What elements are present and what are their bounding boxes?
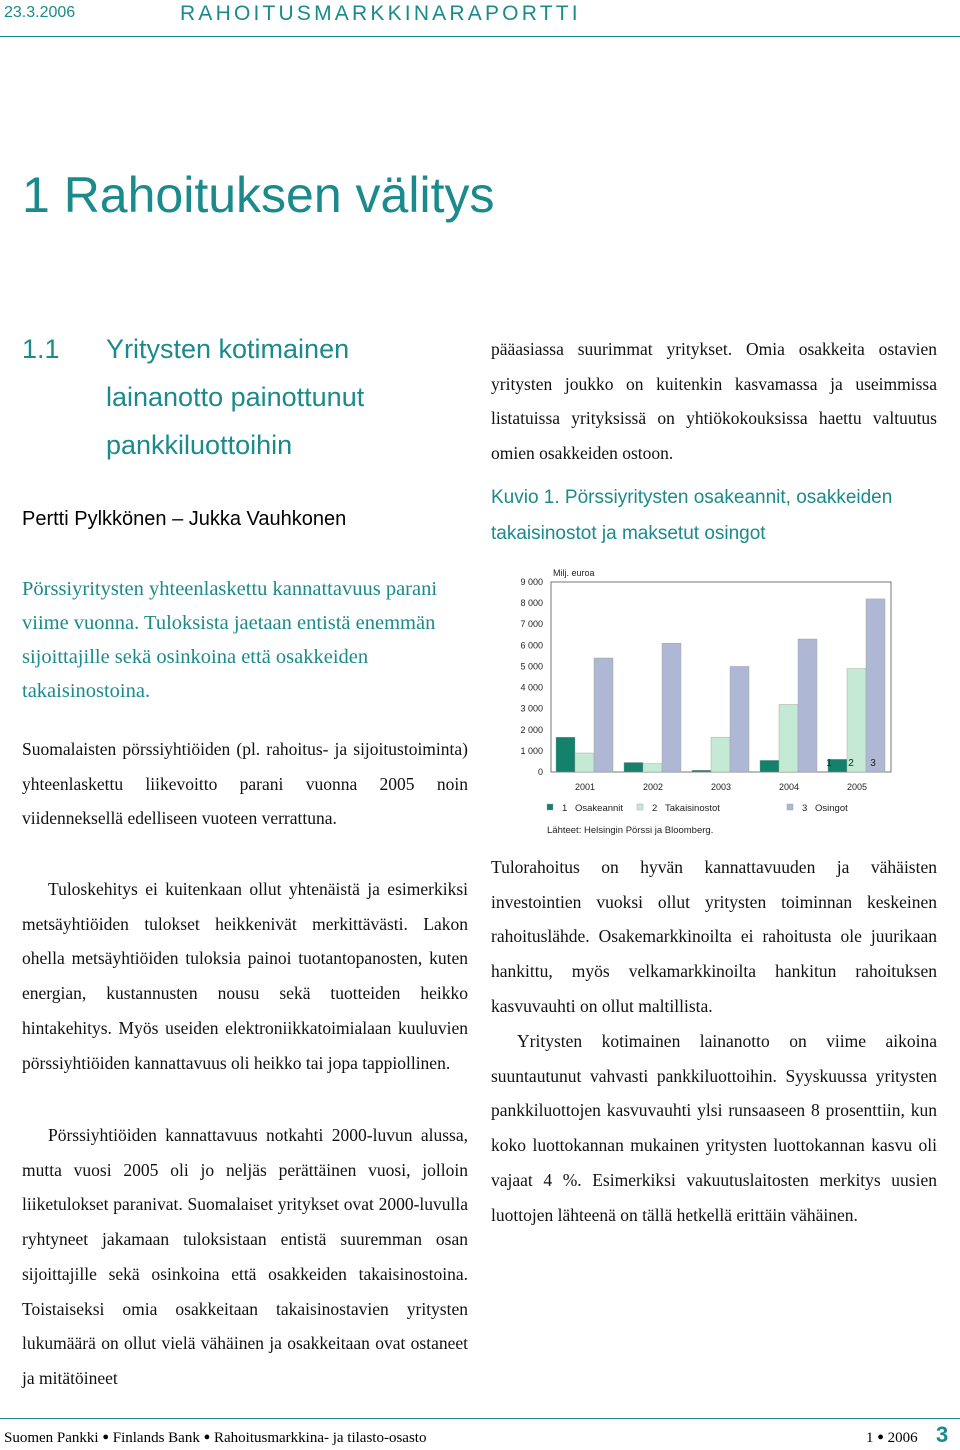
legend-swatch: [547, 804, 553, 810]
bullet-icon: ●: [877, 1431, 884, 1443]
footer-issue-year: 2006: [887, 1430, 918, 1446]
report-title: RAHOITUSMARKKINARAPORTTI: [180, 2, 581, 25]
section-title-line: pankkiluottoihin: [106, 430, 293, 460]
y-tick-label: 6 000: [520, 640, 543, 651]
legend-marker: 2: [652, 803, 658, 814]
y-tick-label: 7 000: [520, 619, 543, 630]
body-paragraph: Yritysten kotimainen lainanotto on viime aikoina suuntautunut vahvasti pankkiluottoihin. Syyskuussa yritysten pankkiluottojen kasvuvauhti ylsi runsaaseen 8 prosenttiin, kun koko luottokannan mukainen yritysten luottokannan kasvu oli vajaat 4 %. Esimerkiksi vakuutuslaitosten merkitys uusien luottojen lähteenä on tällä hetkellä erittäin vähäinen.: [491, 1031, 937, 1225]
x-tick-label: 2003: [710, 782, 732, 792]
y-tick-label: 4 000: [520, 682, 543, 693]
footer-issue: [866, 1430, 918, 1447]
y-tick-label: 3 000: [520, 703, 543, 714]
section-number: 1.1: [22, 334, 60, 364]
bullet-icon: ●: [203, 1431, 211, 1443]
legend-label: Takaisinostot: [665, 803, 720, 814]
y-tick-label: 1 000: [520, 745, 543, 756]
chart-legend: [547, 803, 848, 814]
legend-marker: 3: [802, 803, 808, 814]
bar: [779, 704, 798, 772]
section-title-line: lainanotto painottunut: [106, 382, 365, 412]
header-date: 23.3.2006: [4, 4, 76, 21]
x-tick-label: 2004: [778, 782, 800, 792]
section-title-line: Yritysten kotimainen: [106, 334, 350, 364]
bar: [624, 763, 643, 773]
legend-marker: 1: [562, 803, 568, 814]
x-tick-label: 2005: [846, 782, 868, 792]
body-paragraph: Tuloskehitys ei kuitenkaan ollut yhtenäistä ja esimerkiksi metsäyhtiöiden tulokset heikkenivät merkittävästi. Lakon ohella metsäyhtiöiden tuloksia painoi tuotantopanosten, kuten energian, kustannusten nousu sekä tuotteiden heikko hintakehitys. Myös useiden elektroniikkatoimialaan kuuluvien pörssiyhtiöiden kannattavuus oli heikko tai jopa tappiollinen.: [22, 879, 468, 1073]
bar-series: [556, 599, 885, 772]
lead-paragraph: Pörssiyritysten yhteenlaskettu kannattavuus parani viime vuonna. Tuloksista jaetaan entistä enemmän sijoittajille sekä osinkoina että osakkeiden takaisinostoina.: [22, 578, 438, 702]
bar: [847, 669, 866, 772]
series-marker: 2: [848, 758, 854, 769]
legend-swatch: [787, 804, 793, 810]
bar: [798, 639, 817, 772]
y-axis-labels: [520, 577, 543, 777]
page-number: 3: [936, 1422, 949, 1447]
body-paragraph: Tulorahoitus on hyvän kannattavuuden ja vähäisten investointien vuoksi ollut yritysten toiminnan keskeinen rahoituslähde. Osakemarkkinoilta ei rahoitusta ole juurikaan hankittu, myös velkamarkkinoilta hankitun rahoituksen kasvuvauhti on ollut maltillista.: [491, 857, 937, 1016]
x-tick-label: 2001: [574, 782, 596, 792]
bar: [575, 753, 594, 772]
body-paragraph: pääasiassa suurimmat yritykset. Omia osakkeita ostavien yritysten joukko on kuitenkin kasvamassa ja useimmissa listatuissa yrityksissä on yhtiökokouksissa haettu valtuutus omien osakkeiden ostoon.: [491, 339, 937, 464]
legend-label: Osakeannit: [575, 803, 624, 814]
figure-caption: Kuvio 1. Pörssiyritysten osakeannit, osakkeiden takaisinostot ja maksetut osingot: [491, 487, 893, 544]
y-tick-label: 5 000: [520, 661, 543, 672]
footer-issue-number: 1: [866, 1430, 874, 1446]
bullet-icon: ●: [102, 1431, 109, 1443]
bar: [594, 658, 613, 772]
bar: [711, 737, 730, 772]
y-tick-label: 0: [537, 767, 543, 777]
y-tick-label: 9 000: [520, 577, 543, 587]
footer-publisher-fi: Suomen Pankki: [4, 1430, 99, 1446]
chart-unit-label: Milj. euroa: [553, 568, 595, 578]
y-tick-label: 8 000: [520, 598, 543, 609]
bar: [760, 760, 779, 772]
legend-label: Osingot: [815, 803, 848, 814]
body-paragraph: Suomalaisten pörssiyhtiöiden (pl. rahoitus- ja sijoitustoiminta) yhteenlaskettu liikevoitto parani vuonna 2005 noin viidenneksellä edelliseen vuoteen verrattuna.: [22, 739, 468, 829]
x-tick-label: 2002: [642, 782, 664, 792]
footer-rule: [0, 1418, 960, 1419]
series-marker: 1: [826, 758, 832, 769]
body-paragraph: Pörssiyhtiöiden kannattavuus notkahti 2000-luvun alussa, mutta vuosi 2005 oli jo neljäs perättäinen vuosi, jolloin liiketulokset paranivat. Suomalaiset yritykset ovat 2000-luvulla ryhtyneet jakamaan tuloksistaan entistä suuremman osan sijoittajille sekä osinkoina että osakkeiden takaisinostoina. Toistaiseksi omia osakkeitaan takaisinostavien yritysten lukumäärä on ollut vielä vähäinen ja osakkeitaan ovat ostaneet ja mitätöineet: [22, 1125, 468, 1388]
bar-chart: [491, 560, 951, 840]
authors: Pertti Pylkkönen – Jukka Vauhkonen: [22, 508, 347, 530]
bar: [730, 666, 749, 772]
x-axis-labels: [575, 782, 867, 792]
chapter-title: 1 Rahoituksen välitys: [22, 167, 495, 223]
bar: [866, 599, 885, 772]
bar: [692, 770, 711, 772]
footer-series: Rahoitusmarkkina- ja tilasto-osasto: [214, 1430, 427, 1446]
bar: [643, 764, 662, 772]
header-rule: [0, 36, 960, 37]
bar: [662, 643, 681, 772]
y-tick-label: 2 000: [520, 724, 543, 735]
chart-source: Lähteet: Helsingin Pörssi ja Bloomberg.: [547, 825, 714, 836]
footer-publisher-sv: Finlands Bank: [112, 1430, 200, 1446]
footer-publisher: [4, 1430, 426, 1447]
series-marker: 3: [870, 758, 876, 769]
legend-swatch: [637, 804, 643, 810]
bar: [556, 737, 575, 772]
